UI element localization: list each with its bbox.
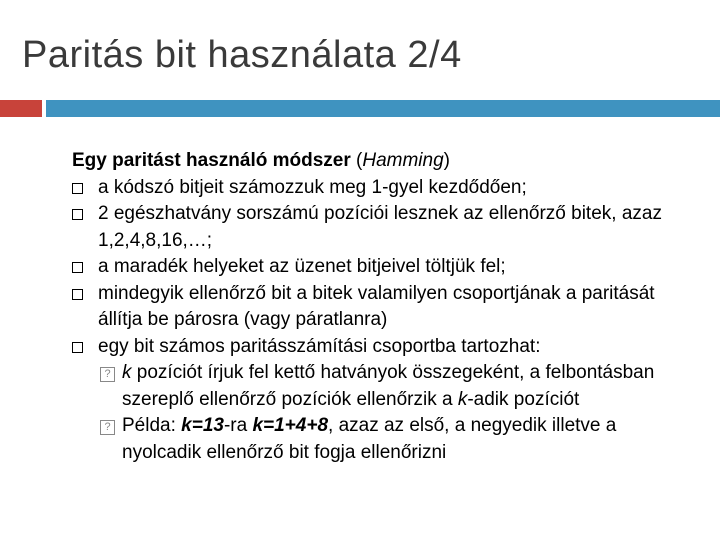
bullet-item	[72, 254, 672, 281]
bullet-square-icon	[72, 342, 83, 353]
example-mid: -ra	[223, 415, 253, 436]
sub-k2: k	[457, 388, 468, 410]
sub-k: k	[122, 362, 132, 383]
slide-title: Paritás bit használata 2/4	[22, 34, 462, 76]
heading-paren-close: )	[443, 150, 450, 171]
bullet-text: a maradék helyeket az üzenet bitjeivel töltjük fel;	[98, 256, 506, 277]
checkbox-square-icon: ?	[100, 420, 115, 435]
accent-bar-red	[0, 100, 42, 117]
accent-bar-blue	[46, 100, 720, 117]
bullet-square-icon	[72, 183, 83, 194]
sub-text: pozíciót írjuk fel kettő hatványok összegeként, a felbontásban szereplő ellenőrző pozíciók ellenőrzik a	[122, 362, 655, 410]
example-rest: , azaz az első, a negyedik illetve a nyolcadik ellenőrző bit fogja ellenőrizni	[122, 415, 617, 463]
bullet-square-icon	[72, 289, 83, 300]
bullet-text: egy bit számos paritásszámítási csoportba tartozhat:	[98, 335, 541, 357]
bullet-text: mindegyik ellenőrző bit a bitek valamilyen csoportjának a paritását állítja be párosra (vagy páratlanra)	[98, 282, 655, 330]
bullet-square-icon	[72, 262, 83, 273]
bullet-item	[72, 201, 672, 254]
slide-content	[72, 148, 672, 466]
bullet-text: 2 egészhatvány sorszámú pozíciói lesznek az ellenőrző bitek, azaz 1,2,4,8,16,…;	[98, 203, 662, 251]
sub-text-end: -adik pozíciót	[467, 388, 580, 410]
bullet-item	[72, 281, 672, 334]
content-heading	[72, 148, 672, 175]
heading-italic: Hamming	[362, 150, 444, 171]
example-ksum: k=1+4+8	[252, 415, 329, 436]
heading-paren-open: (	[350, 150, 363, 171]
example-prefix: Példa:	[122, 415, 182, 436]
bullet-item	[72, 175, 672, 202]
sub-bullet-item	[72, 360, 672, 413]
bullet-text: a kódszó bitjeit számozzuk meg 1-gyel kezdődően;	[98, 176, 527, 198]
example-k13: k=13	[181, 415, 224, 436]
sub-bullet-item	[72, 413, 672, 466]
checkbox-square-icon: ?	[100, 367, 115, 382]
bullet-square-icon	[72, 209, 83, 220]
bullet-item	[72, 334, 672, 361]
heading-bold: Egy paritást használó módszer	[72, 150, 351, 171]
